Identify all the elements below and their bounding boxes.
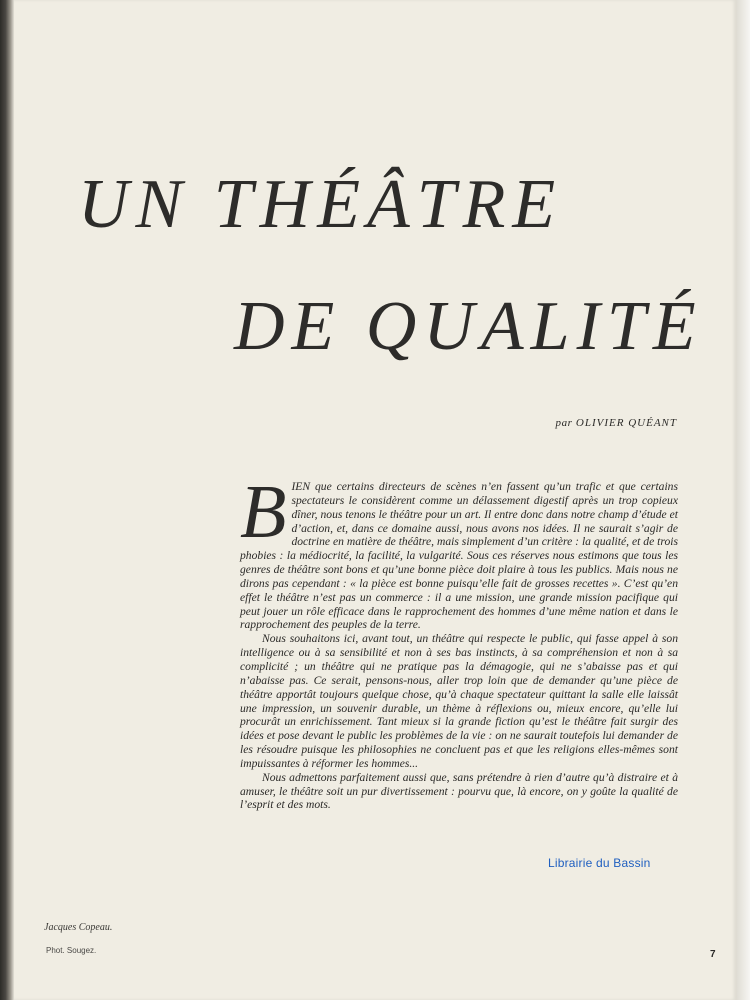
byline-prefix: par: [555, 417, 573, 429]
byline: [555, 417, 677, 429]
article-paragraph: [240, 470, 678, 632]
watermark-text: Librairie du Bassin: [548, 856, 651, 870]
paragraph-1-text: que certains directeurs de scènes n’en fassent qu’un trafic et que certains spectateurs le considèrent comme un délassement digestif après un trop copieux dîner, nous tenons le théâtre pour un art. Il entre donc dans notre champ d’étude et d’action, et, dans ce domaine aussi, nous avons nos idées. Il ne saurait s’agir de doctrine en matière de théâtre, mais simplement d’un critère : la qualité, et de trois phobies : la médiocrité, la facilité, la vulgarité. Sous ces réserves nous estimons que tous les genres de théâtre sont bons et qu’une bonne pièce doit plaire à tous les publics. Mais nous ne dirons pas cependant : « la pièce est bonne puisqu’elle fait de grosses recettes ». C’est qu’en effet le théâtre n’est pas un commerce : il a une mission, une grande mission pacifique qui peut jouer un rôle efficace dans le rapprochement des hommes d’une même nation et dans le rapprochement des peuples de la terre.: [240, 480, 678, 632]
magazine-page: [14, 0, 736, 1000]
page-number: 7: [710, 949, 716, 960]
book-binding-shadow: [0, 0, 14, 1000]
first-word: IEN: [291, 480, 311, 493]
photo-credit: Phot. Sougez.: [46, 946, 97, 955]
article-body: [240, 470, 678, 812]
article-paragraph-3: Nous admettons parfaitement aussi que, sans prétendre à rien d’autre qu’à distraire et à amuser, le théâtre soit un pur divertissement : pourvu que, là encore, on y goûte la qualité de l’esprit et des mots.: [240, 770, 678, 812]
photo-caption-name: Jacques Copeau.: [44, 922, 113, 933]
article-paragraph-2: Nous souhaitons ici, avant tout, un théâtre qui respecte le public, qui fasse appel à son intelligence ou à sa sensibilité et non à ses bas instincts, à sa compréhension et non à sa complicité ; un théâtre qui ne pratique pas la démagogie, qui ne s’abaisse pas et qui n’abaisse pas. Ce serait, pensons-nous, aller trop loin que de demander qu’une pièce de théâtre apportât toujours quelque chose, qu’à chaque spectateur quittant la salle elle laissât une impression, un souvenir durable, un thème à réflexions ou, mieux encore, qu’elle lui procurât un enrichissement. Tant mieux si la grande fiction qu’est le théâtre fait surgir des idées et pose devant le public les problèmes de la vie : on ne saurait toutefois lui demander de les résoudre puisque les philosophies ne concluent pas et que les religions elles-mêmes sont impuissantes à réformer les hommes...: [240, 632, 678, 770]
author-name: OLIVIER QUÉANT: [575, 417, 677, 429]
title-line-2: DE QUALITÉ: [234, 288, 703, 365]
title-line-1: UN THÉÂTRE: [78, 166, 563, 243]
drop-cap: B: [240, 470, 287, 554]
page-right-edge: [736, 0, 750, 1000]
